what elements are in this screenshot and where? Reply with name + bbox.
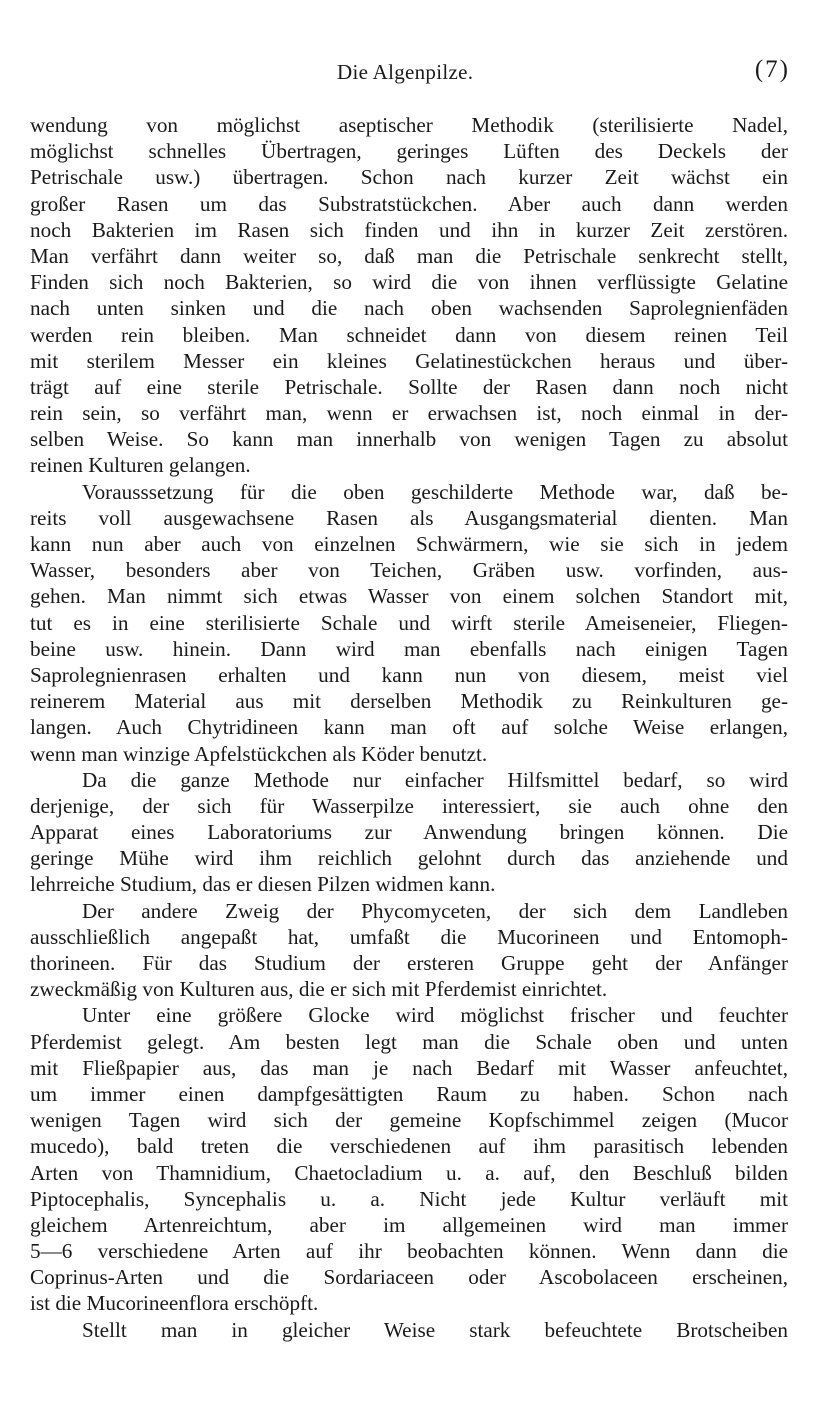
text-line: Wasser, besonders aber von Teichen, Gräben usw. vorfinden, aus- bbox=[30, 558, 788, 583]
text-line: Unter eine größere Glocke wird möglichst frischer und feuchter bbox=[82, 1003, 788, 1028]
text-line: thorineen. Für das Studium der ersteren Gruppe geht der Anfänger bbox=[30, 951, 788, 975]
text-line: zweckmäßig von Kulturen aus, die er sich mit Pferdemist einrichtet. bbox=[30, 977, 608, 1002]
paragraph bbox=[30, 1002, 788, 1316]
paragraph bbox=[30, 479, 788, 767]
text-line: mucedo), bald treten die verschiedenen auf ihm parasitisch lebenden bbox=[30, 1134, 788, 1159]
paragraph bbox=[30, 1317, 788, 1343]
text-line: Saprolegnienrasen erhalten und kann nun von diesem, meist viel bbox=[30, 662, 788, 687]
text-line: wenigen Tagen wird sich der gemeine Kopfschimmel zeigen (Mucor bbox=[30, 1108, 788, 1133]
running-title: Die Algenpilze. bbox=[337, 60, 474, 84]
text-line: Man verfährt dann weiter so, daß man die Petrischale senkrecht stellt, bbox=[30, 243, 788, 268]
text-line: kann nun aber auch von einzelnen Schwärmern, wie sie sich in jedem bbox=[30, 532, 788, 556]
text-line: mit sterilem Messer ein kleines Gelatinestückchen heraus und über- bbox=[30, 348, 788, 373]
text-line: Finden sich noch Bakterien, so wird die von ihnen verflüssigte Gelatine bbox=[30, 270, 788, 295]
paragraph bbox=[30, 767, 788, 898]
text-line: selben Weise. So kann man innerhalb von wenigen Tagen zu absolut bbox=[30, 427, 788, 452]
text-line: trägt auf eine sterile Petrischale. Sollte der Rasen dann noch nicht bbox=[30, 374, 788, 399]
text-line: Vorausssetzung für die oben geschilderte Methode war, daß be- bbox=[82, 479, 788, 504]
text-line: Apparat eines Laboratoriums zur Anwendung bringen können. Die bbox=[30, 820, 788, 845]
text-line: Stellt man in gleicher Weise stark befeuchtete Brotscheiben bbox=[82, 1317, 788, 1342]
text-line: Da die ganze Methode nur einfacher Hilfsmittel bedarf, so wird bbox=[82, 767, 788, 792]
text-line: wendung von möglichst aseptischer Methodik (sterilisierte Nadel, bbox=[30, 113, 788, 137]
text-line: um immer einen dampfgesättigten Raum zu haben. Schon nach bbox=[30, 1081, 788, 1106]
text-line: langen. Auch Chytridineen kann man oft auf solche Weise erlangen, bbox=[30, 715, 788, 740]
text-line: gehen. Man nimmt sich etwas Wasser von einem solchen Standort mit, bbox=[30, 584, 788, 609]
text-line: nach unten sinken und die nach oben wachsenden Saprolegnienfäden bbox=[30, 296, 788, 321]
text-line: tut es in eine sterilisierte Schale und wirft sterile Ameiseneier, Fliegen- bbox=[30, 610, 788, 635]
paragraph bbox=[30, 112, 788, 479]
text-line: rein sein, so verfährt man, wenn er erwachsen ist, noch einmal in der- bbox=[30, 401, 788, 426]
text-line: derjenige, der sich für Wasserpilze interessiert, sie auch ohne den bbox=[30, 793, 788, 818]
text-line: reinen Kulturen gelangen. bbox=[30, 453, 251, 478]
page-number: (7) bbox=[754, 56, 790, 83]
text-line: noch Bakterien im Rasen sich finden und ihn in kurzer Zeit zerstören. bbox=[30, 217, 788, 242]
text-line: reinerem Material aus mit derselben Methodik zu Reinkulturen ge- bbox=[30, 689, 788, 714]
text-line: Pferdemist gelegt. Am besten legt man die Schale oben und unten bbox=[30, 1029, 788, 1054]
text-line: Coprinus-Arten und die Sordariaceen oder Ascobolaceen erscheinen, bbox=[30, 1265, 788, 1290]
body-text bbox=[30, 112, 788, 1343]
text-line: gleichem Artenreichtum, aber im allgemeinen wird man immer bbox=[30, 1212, 788, 1237]
text-line: ausschließlich angepaßt hat, umfaßt die Mucorineen und Entomoph- bbox=[30, 924, 788, 949]
text-line: ist die Mucorineenflora erschöpft. bbox=[30, 1291, 319, 1316]
text-line: geringe Mühe wird ihm reichlich gelohnt durch das anziehende und bbox=[30, 846, 788, 871]
text-line: mit Fließpapier aus, das man je nach Bedarf mit Wasser anfeuchtet, bbox=[30, 1055, 788, 1080]
text-line: Piptocephalis, Syncephalis u. a. Nicht jede Kultur verläuft mit bbox=[30, 1186, 788, 1211]
text-line: lehrreiche Studium, das er diesen Pilzen widmen kann. bbox=[30, 872, 496, 897]
page-header bbox=[0, 56, 830, 90]
paragraph bbox=[30, 898, 788, 1003]
text-line: reits voll ausgewachsene Rasen als Ausgangsmaterial dienten. Man bbox=[30, 505, 788, 530]
text-line: Der andere Zweig der Phycomyceten, der sich dem Landleben bbox=[82, 898, 788, 923]
text-line: großer Rasen um das Substratstückchen. Aber auch dann werden bbox=[30, 191, 788, 216]
text-line: wenn man winzige Apfelstückchen als Köder benutzt. bbox=[30, 741, 488, 766]
text-line: werden rein bleiben. Man schneidet dann von diesem reinen Teil bbox=[30, 322, 788, 347]
text-line: Arten von Thamnidium, Chaetocladium u. a. auf, den Beschluß bilden bbox=[30, 1160, 788, 1185]
text-line: beine usw. hinein. Dann wird man ebenfalls nach einigen Tagen bbox=[30, 636, 788, 661]
text-line: 5—6 verschiedene Arten auf ihr beobachten können. Wenn dann die bbox=[30, 1239, 788, 1264]
text-line: möglichst schnelles Übertragen, geringes Lüften des Deckels der bbox=[30, 139, 788, 164]
text-line: Petrischale usw.) übertragen. Schon nach kurzer Zeit wächst ein bbox=[30, 165, 788, 190]
